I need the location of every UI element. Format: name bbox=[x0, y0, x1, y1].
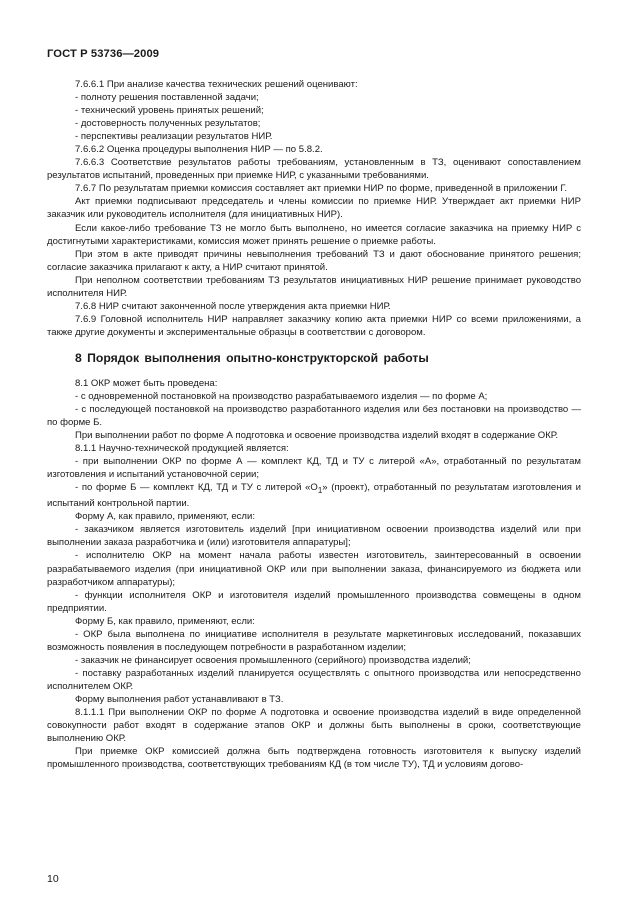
paragraphs-after-section bbox=[47, 377, 581, 771]
subscript: 1 bbox=[317, 486, 323, 496]
list-item: - поставку разработанных изделий планируется осуществлять с опытного производства или непосредственно исполнителем ОКР. bbox=[47, 667, 581, 692]
paragraph: 7.6.6.2 Оценка процедуры выполнения НИР — по 5.8.2. bbox=[75, 144, 323, 156]
list-item: - перспективы реализации результатов НИР. bbox=[75, 131, 273, 143]
paragraph: 7.6.8 НИР считают законченной после утверждения акта приемки НИР. bbox=[75, 300, 391, 312]
paragraph: 8.1.1 Научно-технической продукцией является: bbox=[75, 443, 289, 455]
standard-header: ГОСТ Р 53736—2009 bbox=[47, 48, 160, 60]
list-item: - ОКР была выполнена по инициативе исполнителя в результате маркетинговых исследований, показавших возможность появления в последующем потребности в разработанном изделии; bbox=[47, 628, 581, 653]
page-content bbox=[47, 78, 581, 771]
list-item: - исполнителю ОКР на момент начала работы известен изготовитель, заинтересованный в освоении разрабатываемого изделия (при инициативной ОКР или при выполнении заказа, финансируемого из бюджета или разработчиком аппаратуры); bbox=[47, 550, 581, 588]
list-item: - полноту решения поставленной задачи; bbox=[75, 92, 259, 104]
page-number: 10 bbox=[47, 873, 59, 885]
list-item-text-continued: » (проект), отработанный по результатам изготовления и испытаний контрольной партии. bbox=[47, 482, 581, 510]
list-item bbox=[47, 481, 581, 510]
paragraph: 8.1 ОКР может быть проведена: bbox=[75, 377, 218, 389]
list-item-text: - по форме Б — комплект КД, ТД и ТУ с литерой «O bbox=[75, 482, 318, 494]
paragraph: Акт приемки подписывают председатель и члены комиссии по приемке НИР. Утверждает акт приемки НИР заказчик или руководитель исполнителя (для инициативных НИР). bbox=[47, 196, 581, 221]
paragraph: Если какое-либо требование ТЗ не могло быть выполнено, но имеется согласие заказчика на приемку НИР с достигнутыми характеристиками, комиссия может принять решение о приемке работы. bbox=[47, 222, 581, 247]
paragraph: 7.6.6.3 Соответствие результатов работы требованиям, установленным в ТЗ, оценивают сопоставлением результатов испытаний, проведенных при приемке НИР, с указанными требованиями. bbox=[47, 157, 581, 182]
paragraph: Форму Б, как правило, применяют, если: bbox=[75, 615, 255, 627]
paragraph: 8.1.1.1 При выполнении ОКР по форме А подготовка и освоение производства изделий в виде определенной совокупности работ входят в содержание этапов ОКР и должны быть выполнены в сроки, соответствующие выполнению ОКР. bbox=[47, 707, 581, 745]
paragraph: При этом в акте приводят причины невыполнения требований ТЗ и дают обоснование принятого решения; согласие заказчика прилагают к акту, а НИР считают принятой. bbox=[47, 248, 581, 273]
paragraph: При выполнении работ по форме А подготовка и освоение производства изделий входят в содержание ОКР. bbox=[75, 430, 559, 442]
paragraph: 7.6.7 По результатам приемки комиссия составляет акт приемки НИР по форме, приведенной в приложении Г. bbox=[75, 183, 568, 195]
paragraphs-before-section bbox=[47, 78, 581, 339]
list-item: - функции исполнителя ОКР и изготовителя изделий промышленного производства совмещены в одном предприятии. bbox=[47, 589, 581, 614]
list-item: - с последующей постановкой на производство разработанного изделия или без постановки на производство — по форме Б. bbox=[47, 404, 581, 429]
paragraph: 7.6.6.1 При анализе качества технических решений оценивают: bbox=[75, 79, 358, 90]
list-item: - достоверность полученных результатов; bbox=[75, 118, 261, 130]
paragraph: 7.6.9 Головной исполнитель НИР направляет заказчику копию акта приемки НИР со всеми приложениями, а также другие документы и экспериментальные образцы в соответствии с договором. bbox=[47, 313, 581, 338]
section-heading: 8 Порядок выполнения опытно-конструкторской работы bbox=[75, 350, 429, 365]
paragraph: При неполном соответствии требованиям ТЗ результатов инициативных НИР решение принимает руководство исполнителя НИР. bbox=[47, 274, 581, 299]
list-item: - заказчик не финансирует освоения промышленного (серийного) производства изделий; bbox=[75, 654, 471, 666]
paragraph: Форму А, как правило, применяют, если: bbox=[75, 511, 255, 523]
list-item: - с одновременной постановкой на производство разрабатываемого изделия — по форме А; bbox=[75, 390, 488, 402]
list-item: - при выполнении ОКР по форме А — комплект КД, ТД и ТУ с литерой «А», отработанный по результатам изготовления и испытаний установочной серии; bbox=[47, 456, 581, 481]
list-item: - технический уровень принятых решений; bbox=[75, 105, 264, 117]
list-item: - заказчиком является изготовитель изделий [при инициативном освоении производства изделий или при выполнении заказа разработчика и (или) изготовителя аппаратуры]; bbox=[47, 524, 581, 549]
paragraph: Форму выполнения работ устанавливают в ТЗ. bbox=[75, 693, 284, 705]
paragraph: При приемке ОКР комиссией должна быть подтверждена готовность изготовителя к выпуску изделий промышленного производства, соответствующих требованиям КД (в том числе ТУ), ТД и условиям догово- bbox=[47, 746, 581, 771]
